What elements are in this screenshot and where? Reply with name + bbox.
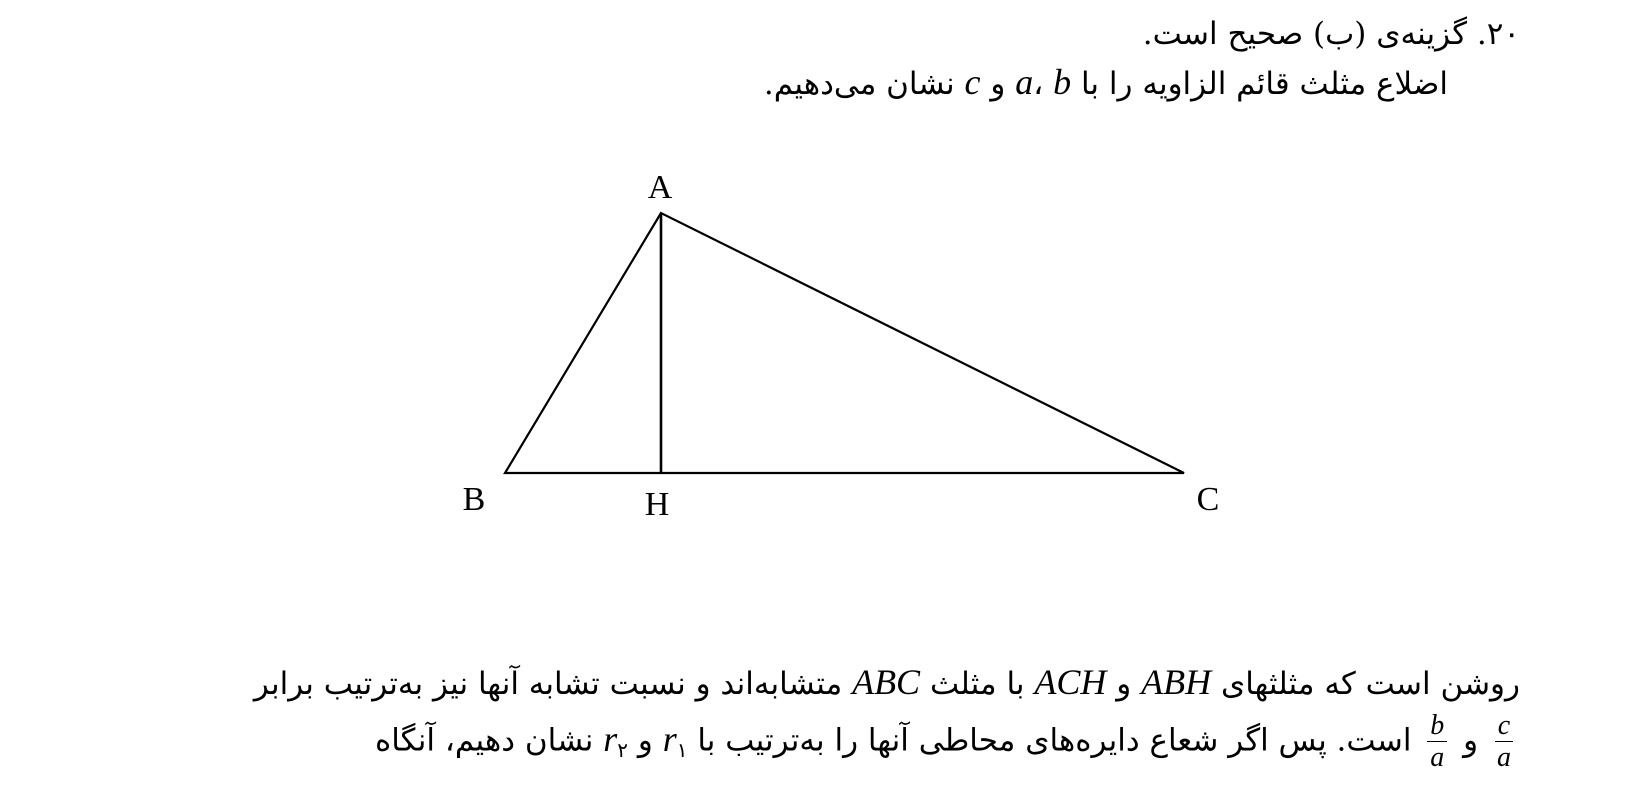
fraction-denominator: a xyxy=(1497,742,1511,773)
side-a: a xyxy=(1015,62,1034,102)
fraction-numerator: c xyxy=(1495,712,1513,742)
explanation-line-2 xyxy=(375,712,1520,772)
vertex-label-h: H xyxy=(644,486,670,523)
triangle-abh: ABH xyxy=(1141,662,1212,702)
expl2-text-2: نشان دهیم، آنگاه xyxy=(374,722,594,759)
triangle-abc-label: ABC xyxy=(852,662,921,702)
fraction-denominator: a xyxy=(1430,742,1445,773)
triangle-abc xyxy=(505,213,1184,473)
expl-text-2: با مثلث xyxy=(929,666,1025,702)
expl-text-3: متشابه‌اند و نسبت تشابه آنها نیز به‌ترتیب برابر xyxy=(253,666,843,702)
expl-and: و xyxy=(1116,666,1132,702)
radius-symbol: r xyxy=(662,718,677,759)
expl2-and-1: و xyxy=(1463,722,1479,759)
answer-text: گزینه‌ی (ب) صحیح است. xyxy=(1142,16,1467,52)
subscript-1: ۱ xyxy=(676,737,688,762)
radius-symbol: r xyxy=(603,718,618,759)
and-word: و xyxy=(990,66,1006,102)
explanation-line-1 xyxy=(254,662,1520,704)
triangle-ach: ACH xyxy=(1034,662,1107,702)
sides-text-after: نشان می‌دهیم. xyxy=(763,66,955,102)
expl2-and-2: و xyxy=(637,722,653,759)
vertex-label-c: C xyxy=(1196,481,1220,518)
radius-r1 xyxy=(662,718,688,762)
comma: ، xyxy=(1033,66,1044,102)
fraction-b-over-a xyxy=(1427,712,1447,772)
problem-number: ۲۰. xyxy=(1476,16,1520,52)
fraction-c-over-a xyxy=(1494,712,1514,772)
vertex-label-b: B xyxy=(462,481,486,518)
fraction-numerator: b xyxy=(1427,712,1447,742)
side-c: c xyxy=(964,62,981,102)
vertex-label-a: A xyxy=(647,169,673,206)
subscript-2: ۲ xyxy=(617,737,628,762)
expl-text-1: روشن است که مثلثهای xyxy=(1220,666,1520,702)
expl2-text-1: است. پس اگر شعاع دایره‌های محاطی آنها را به‌ترتیب با xyxy=(697,722,1412,759)
side-b: b xyxy=(1053,62,1072,102)
sides-text-before: اضلاع مثلث قائم الزاویه را با xyxy=(1080,66,1448,102)
radius-r2 xyxy=(603,718,628,762)
